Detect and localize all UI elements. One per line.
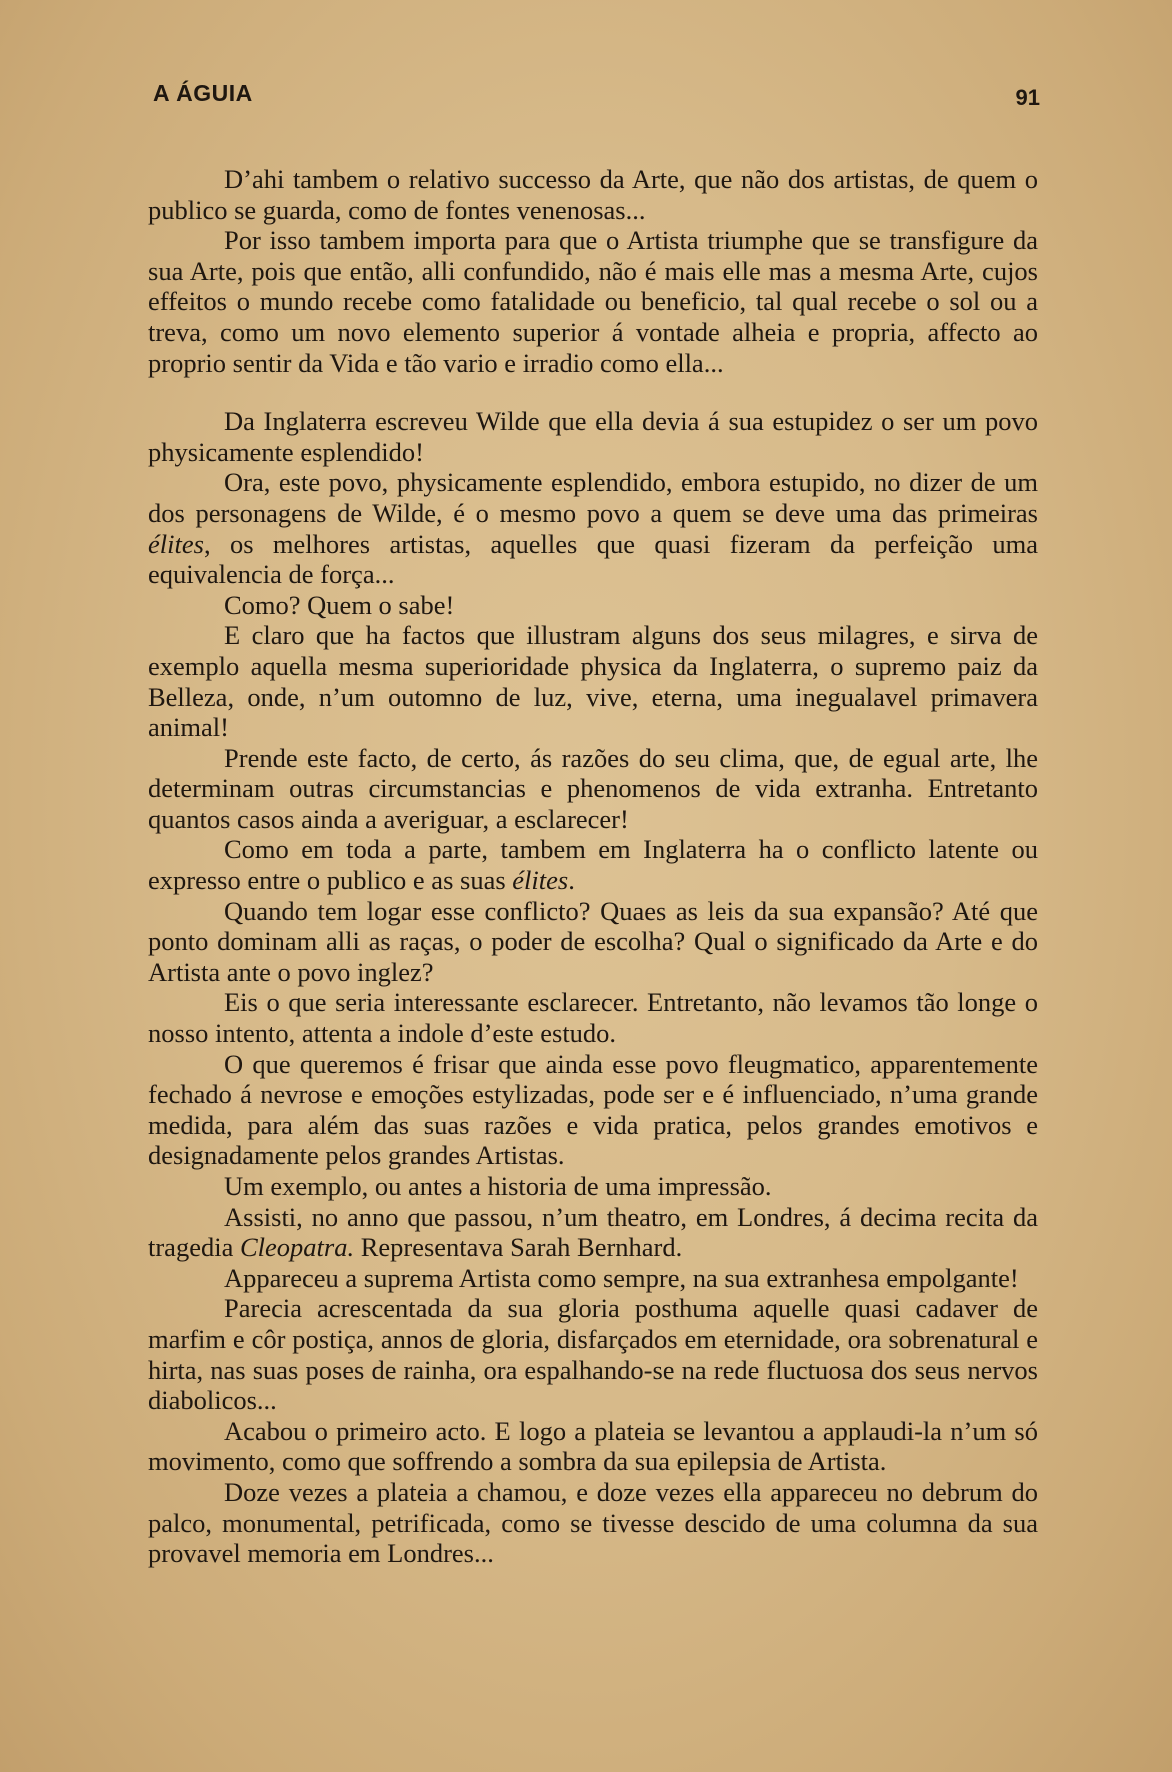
page-number: 91 [1015,85,1040,110]
paragraph-text: Parecia acrescentada da sua gloria posthuma aquelle quasi cadaver de marfim e côr postiça, annos de gloria, disfarçados em eternidade, ora sobrenatural e hirta, nas suas poses de rainha, ora espalhando-se na rede fluctuosa dos seus nervos diabolicos... [148,1293,1038,1416]
paragraph-p6 [148,620,1038,742]
paragraph-text: Ora, este povo, physicamente esplendido, embora estupido, no dizer de um dos personagens de Wilde, é o mesmo povo a quem se deve uma das primeiras [148,467,1038,528]
italic-text: élites [512,865,569,896]
paragraph-p9 [148,896,1038,988]
paragraph-text: Eis o que seria interessante esclarecer. Entretanto, não levamos tão longe o nosso intento, attenta a indole d’este estudo. [148,987,1038,1049]
page-header [153,80,1040,110]
paragraph-p7 [148,743,1038,835]
paragraph-text: Assisti, no anno que passou, n’um theatro, em Londres, á decima recita da tragedia [148,1201,1038,1263]
paragraph-p13 [148,1202,1038,1263]
paragraph-p2 [148,225,1038,378]
paragraph-text: Como em toda a parte, tambem em Inglaterra ha o conflicto latente ou expresso entre o publico e as suas [148,834,1038,896]
paragraph-text: , os melhores artistas, aquelles que quasi fizeram da perfeição uma equivalencia de força... [148,528,1038,590]
paragraph-text: Por isso tambem importa para que o Artista triumphe que se transfigure da sua Arte, pois que então, alli confundido, não é mais elle mas a mesma Arte, cujos effeitos o mundo recebe como fatalidade ou beneficio, tal qual recebe o sol ou a treva, como um novo elemento superior á vontade alheia e propria, affecto ao proprio sentir da Vida e tão vario e irradio como ella... [148,225,1038,378]
paragraph-p12 [148,1171,1038,1202]
paragraph-text: Um exemplo, ou antes a historia de uma impressão. [224,1171,772,1201]
paragraph-text: Appareceu a suprema Artista como sempre, na sua extranhesa empolgante! [224,1262,1019,1293]
paragraph-text: D’ahi tambem o relativo successo da Arte, que não dos artistas, de quem o publico se guarda, como de fontes venenosas... [148,164,1038,225]
paragraph-p3 [148,406,1038,467]
paragraph-p10 [148,987,1038,1048]
paragraph-p17 [148,1477,1038,1569]
paragraph-text: O que queremos é frisar que ainda esse povo fleugmatico, apparentemente fechado á nevrose e emoções estylizadas, pode ser e é influenciado, n’uma grande medida, para além das suas razões e vida pratica, pelos grandes emotivos e designadamente pelos grandes Artistas. [148,1048,1038,1171]
paragraph-text: Representava Sarah Bernhard. [354,1232,683,1263]
paragraph-p16 [148,1416,1038,1477]
body-text [148,164,1038,1569]
paragraph-p8 [148,834,1038,895]
paragraph-p15 [148,1293,1038,1415]
paragraph-text: Quando tem logar esse conflicto? Quaes as leis da sua expansão? Até que ponto dominam alli as raças, o poder de escolha? Qual o significado da Arte e do Artista ante o povo inglez? [148,895,1038,987]
running-title: A ÁGUIA [153,80,253,106]
paragraph-text: E claro que ha factos que illustram alguns dos seus milagres, e sirva de exemplo aquella mesma superioridade physica da Inglaterra, o supremo paiz da Belleza, onde, n’um outomno de luz, vive, eterna, uma inegualavel primavera animal! [148,620,1038,743]
paragraph-text: Da Inglaterra escreveu Wilde que ella devia á sua estupidez o ser um povo physicamente esplendido! [148,406,1038,467]
paragraph-p5 [148,590,1038,621]
paragraph-text: Doze vezes a plateia a chamou, e doze vezes ella appareceu no debrum do palco, monumental, petrificada, como se tivesse descido de uma columna da sua provavel memoria em Londres... [148,1476,1038,1569]
italic-text: Cleopatra. [239,1232,355,1263]
paragraph-p4 [148,467,1038,589]
paragraph-text: . [568,865,575,896]
paragraph-p1 [148,164,1038,225]
italic-text: élites [148,528,204,559]
paragraph-p11 [148,1049,1038,1171]
paragraph-text: Acabou o primeiro acto. E logo a plateia se levantou a applaudi-la n’um só movimento, como que soffrendo a sombra da sua epilepsia de Artista. [148,1415,1038,1477]
paragraph-text: Como? Quem o sabe! [224,589,455,620]
paragraph-text: Prende este facto, de certo, ás razões do seu clima, que, de egual arte, lhe determinam outras circumstancias e phenomenos de vida extranha. Entretanto quantos casos ainda a averiguar, a esclarecer! [148,742,1038,834]
paragraph-p14 [148,1263,1038,1294]
